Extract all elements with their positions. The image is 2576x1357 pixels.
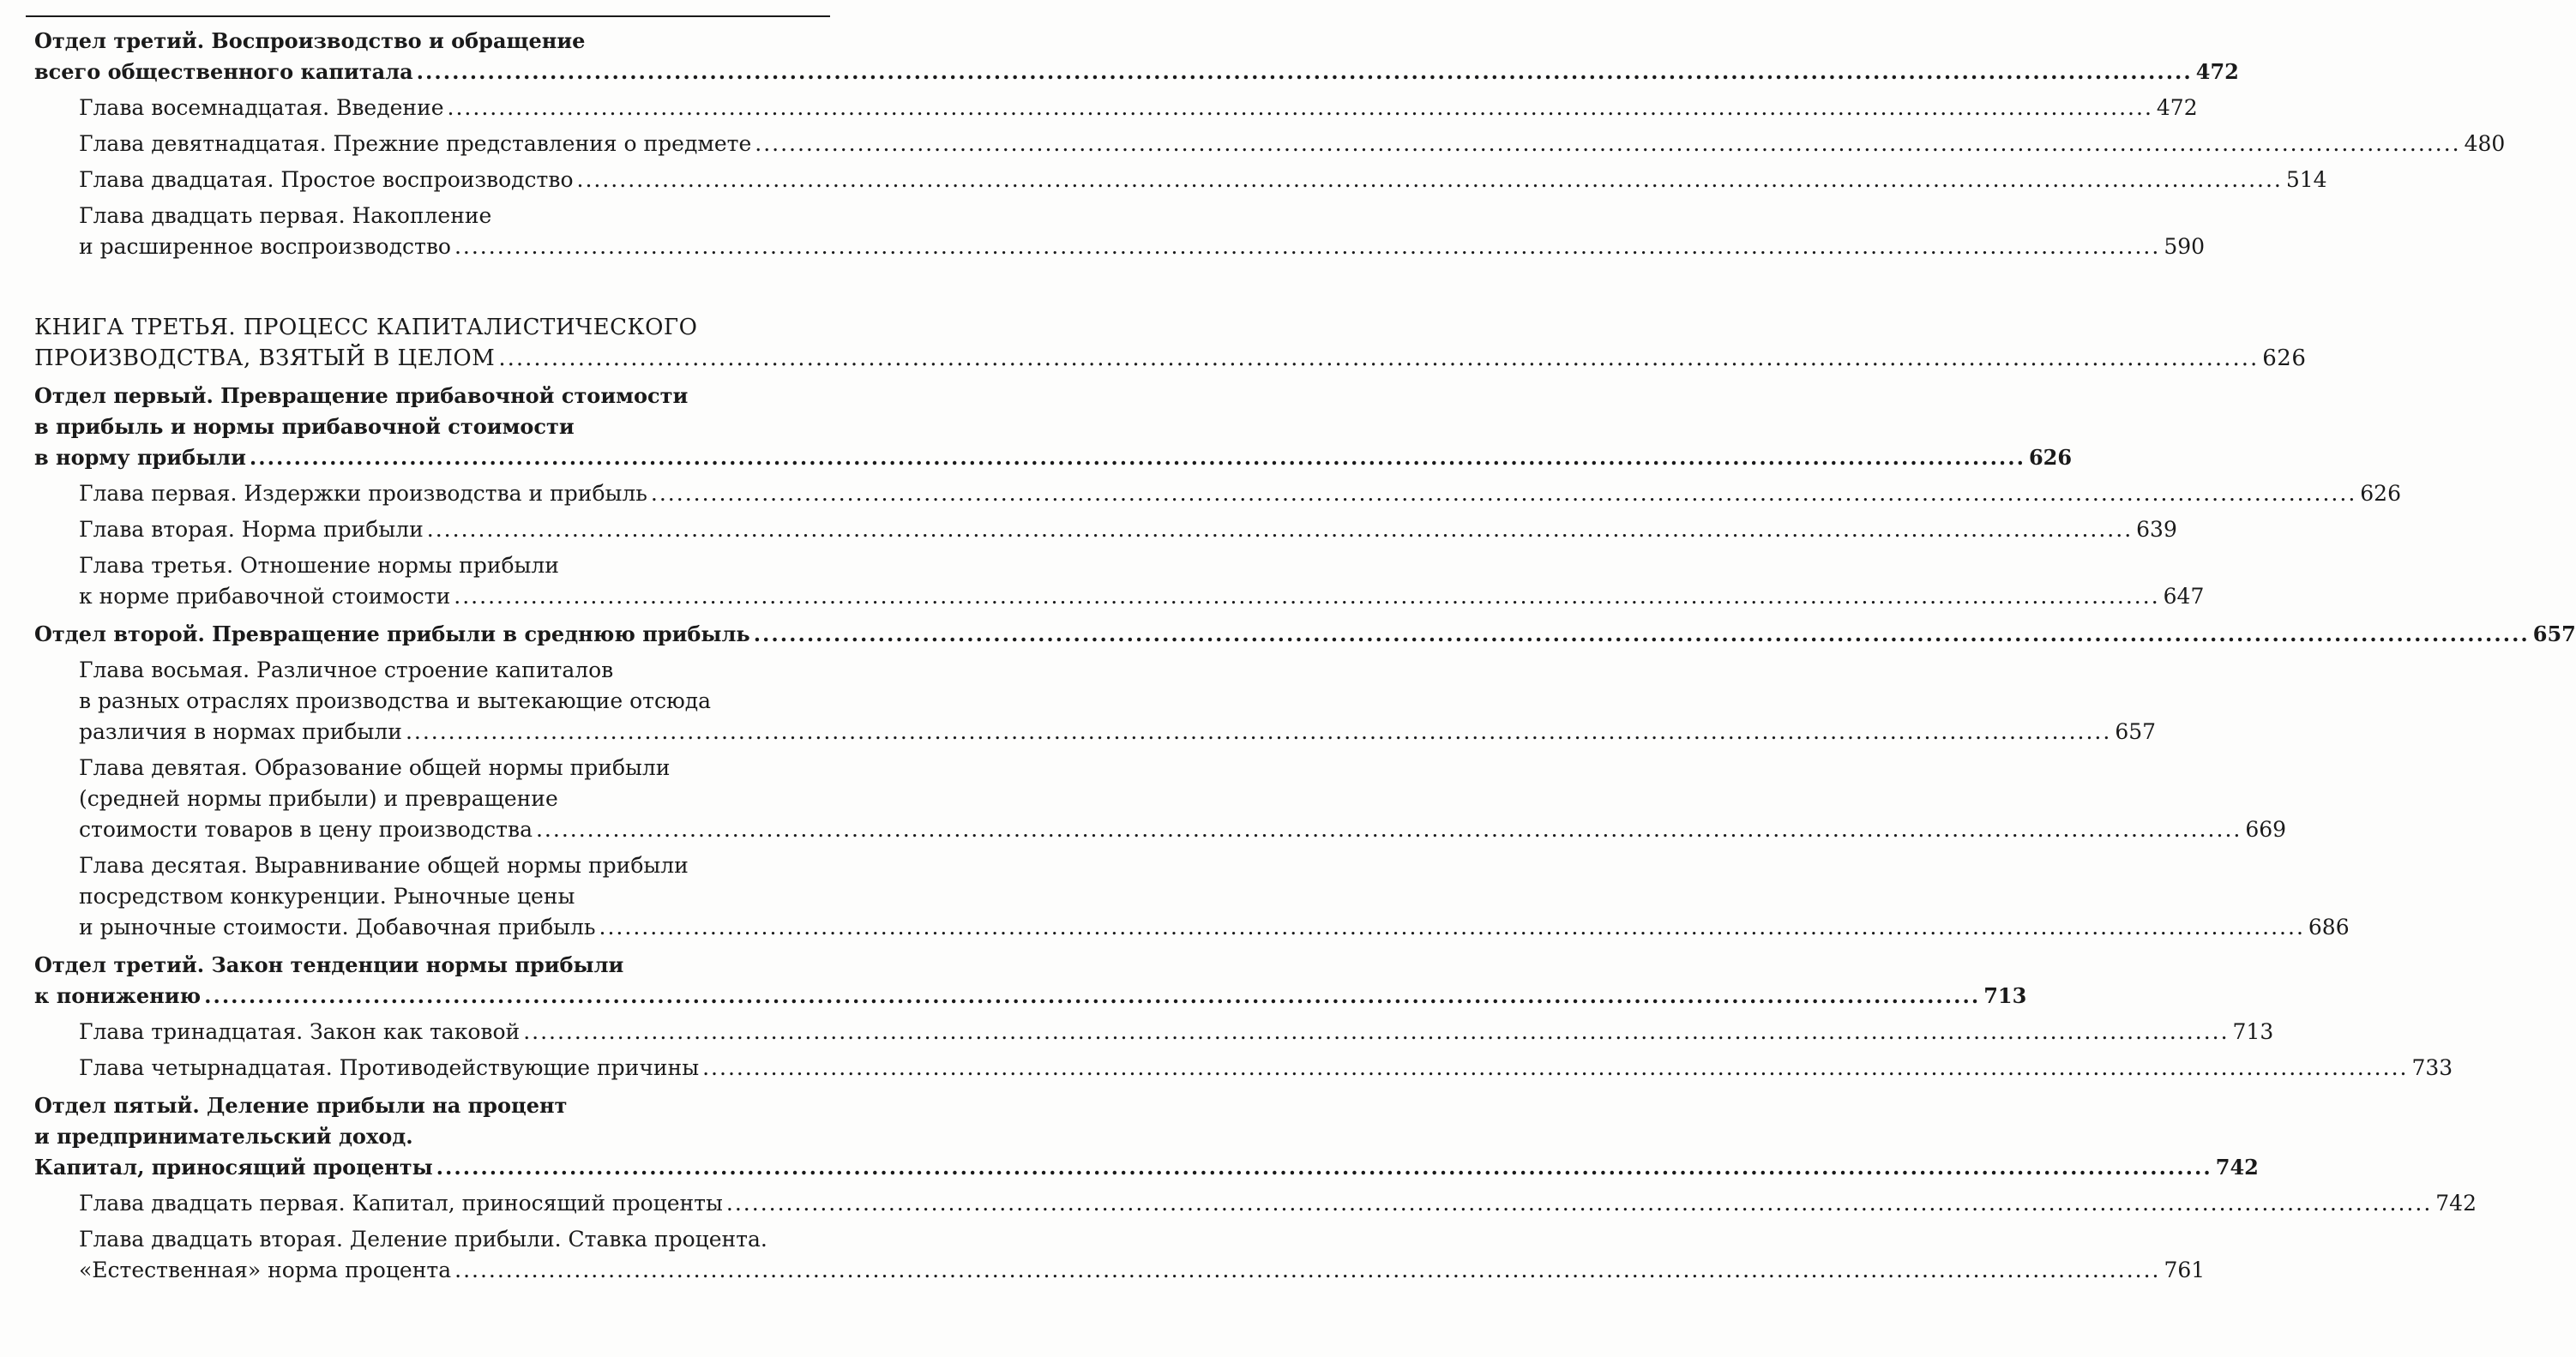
toc-entry-line: Глава девятнадцатая. Прежние представления о предмете (79, 131, 752, 156)
page-number: 472 (2156, 95, 2198, 120)
toc-entry-line: Отдел третий. Закон тенденции нормы прибыли (34, 952, 624, 977)
leader-dots: ........................................................................................................................................................................................................ (535, 817, 2242, 842)
leader-dots: ........................................................................................................................................................................................................ (436, 1155, 2212, 1180)
toc-entry-line: «Естественная» норма процента (79, 1258, 452, 1282)
toc-entry-line: Глава восьмая. Различное строение капиталов (79, 657, 614, 682)
toc-entry-line: Отдел пятый. Деление прибыли на процент (34, 1093, 568, 1118)
toc-entry-chapter (34, 129, 2506, 159)
top-rule (26, 15, 830, 17)
toc-entry-line: Отдел первый. Превращение прибавочной стоимости (34, 383, 689, 408)
leader-dots: ........................................................................................................................................................................................................ (426, 517, 2134, 542)
page-number: 514 (2285, 167, 2327, 192)
toc-entry-line: и предпринимательский доход. (34, 1124, 413, 1149)
toc-entry-line: Глава девятая. Образование общей нормы прибыли (79, 755, 671, 780)
page-number: 669 (2245, 817, 2287, 842)
leader-dots: ........................................................................................................................................................................................................ (249, 445, 2025, 470)
toc-entry-line: Глава первая. Издержки производства и прибыль (79, 481, 647, 506)
toc-entry-chapter (34, 850, 2350, 943)
toc-entry-line: Глава десятая. Выравнивание общей нормы прибыли (79, 853, 689, 878)
toc-entry-line: Отдел третий. Воспроизводство и обращение (34, 28, 586, 53)
leader-dots: ........................................................................................................................................................................................................ (454, 1258, 2161, 1282)
leader-dots: ........................................................................................................................................................................................................ (576, 167, 2283, 192)
page-number: 590 (2164, 234, 2206, 259)
toc-entry-line: в норму прибыли (34, 445, 246, 470)
toc-entry-line: различия в нормах прибыли (79, 719, 402, 744)
toc-entry-chapter (34, 93, 2198, 123)
toc-entry-chapter (34, 655, 2157, 748)
toc-entry-chapter (34, 1017, 2274, 1048)
leader-dots: ........................................................................................................................................................................................................ (755, 131, 2461, 156)
page-number: 657 (2532, 621, 2576, 646)
toc-entry-part (34, 950, 2027, 1012)
toc-entry-line: Глава двадцать первая. Накопление (79, 203, 492, 228)
toc-entry-line: Глава двадцать первая. Капитал, приносящий проценты (79, 1191, 723, 1216)
toc-entry-line: посредством конкуренции. Рыночные цены (79, 884, 575, 909)
toc-entry-chapter (34, 201, 2206, 262)
toc-entry-part (34, 381, 2073, 473)
toc-entry-line: Глава вторая. Норма прибыли (79, 517, 424, 542)
leader-dots: ........................................................................................................................................................................................................ (725, 1191, 2433, 1216)
page-number: 761 (2164, 1258, 2206, 1282)
toc-entry-line: Глава двадцать вторая. Деление прибыли. Ставка процента. (79, 1227, 767, 1252)
toc-entry-chapter (34, 753, 2287, 845)
toc-entry-line: в прибыль и нормы прибавочной стоимости (34, 414, 575, 439)
toc-entry-line: Глава третья. Отношение нормы прибыли (79, 553, 559, 578)
toc-entry-line: в разных отраслях производства и вытекающие отсюда (79, 688, 712, 713)
toc-entry-book (34, 312, 2307, 374)
leader-dots: ........................................................................................................................................................................................................ (416, 59, 2193, 84)
leader-dots: ........................................................................................................................................................................................................ (498, 345, 2260, 371)
toc-entry-line: КНИГА ТРЕТЬЯ. ПРОЦЕСС КАПИТАЛИСТИЧЕСКОГО (34, 315, 698, 340)
toc-entry-chapter (34, 165, 2327, 195)
page-number: 733 (2411, 1055, 2453, 1080)
toc-entry-line: (средней нормы прибыли) и превращение (79, 786, 558, 811)
toc-entry-part (34, 1090, 2259, 1183)
page-number: 647 (2163, 584, 2205, 609)
toc-entry-line: к норме прибавочной стоимости (79, 584, 451, 609)
toc-entry-part (34, 619, 2576, 650)
page-number: 713 (2232, 1019, 2274, 1044)
toc-entry-chapter (34, 514, 2177, 545)
leader-dots: ........................................................................................................................................................................................................ (405, 719, 2112, 744)
table-of-contents (34, 26, 2576, 1286)
toc-entry-chapter (34, 1053, 2453, 1084)
toc-entry-chapter (34, 1224, 2206, 1286)
leader-dots: ........................................................................................................................................................................................................ (702, 1055, 2409, 1080)
toc-entry-chapter (34, 1188, 2477, 1219)
toc-entry-line: всего общественного капитала (34, 59, 413, 84)
toc-entry-line: Глава двадцатая. Простое воспроизводство (79, 167, 574, 192)
toc-entry-line: и расширенное воспроизводство (79, 234, 451, 259)
leader-dots: ........................................................................................................................................................................................................ (753, 621, 2530, 646)
toc-entry-line: Отдел второй. Превращение прибыли в среднюю прибыль (34, 621, 750, 646)
leader-dots: ........................................................................................................................................................................................................ (650, 481, 2357, 506)
toc-entry-chapter (34, 478, 2401, 509)
toc-entry-chapter (34, 550, 2205, 612)
leader-dots: ........................................................................................................................................................................................................ (599, 915, 2305, 940)
page-number: 742 (2435, 1191, 2477, 1216)
leader-dots: ........................................................................................................................................................................................................ (204, 983, 1981, 1008)
toc-entry-line: Глава четырнадцатая. Противодействующие причины (79, 1055, 700, 1080)
toc-entry-part (34, 26, 2239, 87)
page-number: 657 (2115, 719, 2157, 744)
page-number: 713 (1983, 983, 2027, 1008)
toc-entry-line: стоимости товаров в цену производства (79, 817, 533, 842)
page-number: 626 (2360, 481, 2401, 506)
toc-entry-line: ПРОИЗВОДСТВА, ВЗЯТЫЙ В ЦЕЛОМ (34, 345, 496, 371)
page-number: 742 (2215, 1155, 2259, 1180)
page-number: 626 (2028, 445, 2073, 470)
toc-entry-line: Капитал, приносящий проценты (34, 1155, 433, 1180)
toc-entry-line: к понижению (34, 983, 202, 1008)
page-number: 480 (2464, 131, 2506, 156)
page-number: 626 (2262, 345, 2307, 371)
page-number: 639 (2136, 517, 2177, 542)
leader-dots: ........................................................................................................................................................................................................ (447, 95, 2153, 120)
page-number: 472 (2195, 59, 2239, 84)
leader-dots: ........................................................................................................................................................................................................ (454, 234, 2161, 259)
toc-entry-line: Глава восемнадцатая. Введение (79, 95, 444, 120)
page-number: 686 (2308, 915, 2350, 940)
leader-dots: ........................................................................................................................................................................................................ (454, 584, 2160, 609)
toc-entry-line: и рыночные стоимости. Добавочная прибыль (79, 915, 596, 940)
leader-dots: ........................................................................................................................................................................................................ (523, 1019, 2230, 1044)
toc-entry-line: Глава тринадцатая. Закон как таковой (79, 1019, 521, 1044)
